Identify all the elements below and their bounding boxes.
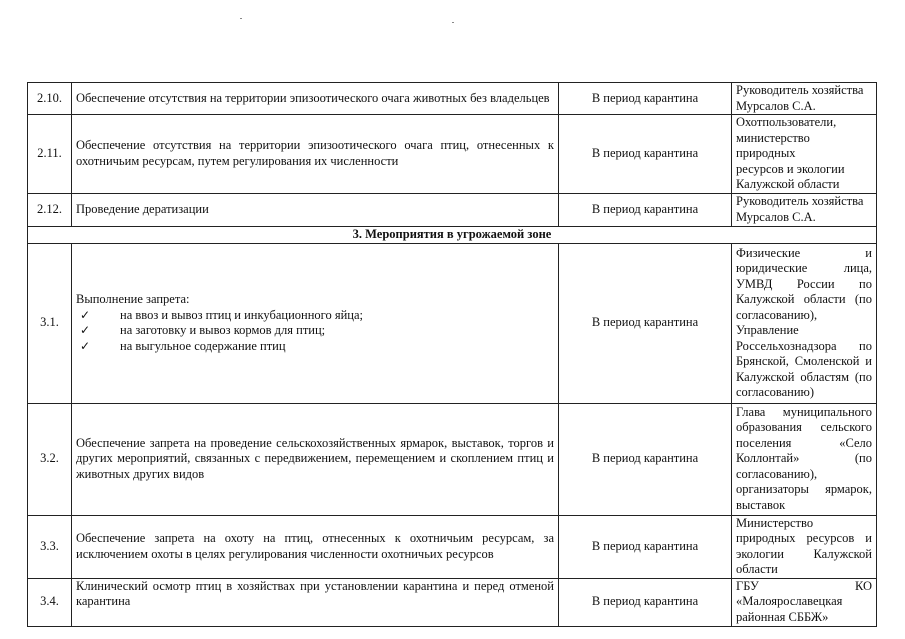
responsible-cell xyxy=(732,83,877,115)
list-item-text: на заготовку и вывоз кормов для птиц; xyxy=(120,323,326,337)
action-cell xyxy=(72,243,559,403)
action-intro: Выполнение запрета: xyxy=(76,292,190,306)
responsible-cell xyxy=(732,193,877,226)
list-item xyxy=(76,339,554,355)
responsible-line: Руководитель хозяйства xyxy=(736,194,864,208)
responsible-cell: Министерство природных ресурсов и экологии Калужской области xyxy=(732,515,877,578)
checkmark-icon: ✓ xyxy=(80,307,91,322)
responsible-line: ресурсов и экологии xyxy=(736,161,845,176)
term-cell: В период карантина xyxy=(559,115,732,194)
row-number: 2.10. xyxy=(28,83,72,115)
table-row xyxy=(28,243,877,403)
list-item xyxy=(76,323,554,339)
action-cell: Обеспечение отсутствия на территории эпизоотического очага животных без владельцев xyxy=(72,83,559,115)
responsible-cell: ГБУ КО «Малоярославецкая районная СББЖ» xyxy=(732,578,877,626)
section-header-row xyxy=(28,226,877,243)
term-cell: В период карантина xyxy=(559,83,732,115)
action-cell: Клинический осмотр птиц в хозяйствах при установлении карантина и перед отменой карантина xyxy=(72,578,559,626)
measures-table xyxy=(27,82,877,627)
row-number: 3.2. xyxy=(28,403,72,515)
term-cell: В период карантина xyxy=(559,515,732,578)
responsible-line: Мурсалов С.А. xyxy=(736,98,816,113)
responsible-line: Калужской области xyxy=(736,177,840,191)
responsible-line: Руководитель хозяйства xyxy=(736,83,864,97)
row-number: 2.11. xyxy=(28,115,72,194)
list-item-text: на выгульное содержание птиц xyxy=(120,338,286,353)
checkmark-icon: ✓ xyxy=(80,338,91,353)
responsible-cell xyxy=(732,115,877,194)
prohibition-list xyxy=(76,308,554,355)
scan-mark xyxy=(240,18,242,19)
term-cell: В период карантина xyxy=(559,243,732,403)
table-row xyxy=(28,115,877,194)
responsible-cell: Физические и юридические лица, УМВД России по Калужской области (по согласованию), Управление Россельхознадзора по Брянской, Смоленской и Калужской областям (по согласованию) xyxy=(732,243,877,403)
list-item-text: на ввоз и вывоз птиц и инкубационного яйца; xyxy=(120,307,363,322)
responsible-line: министерство природных xyxy=(736,130,810,160)
term-cell: В период карантина xyxy=(559,578,732,626)
table-row xyxy=(28,83,877,115)
responsible-line: Мурсалов С.А. xyxy=(736,209,816,224)
responsible-cell: Глава муниципального образования сельского поселения «Село Коллонтай» (по согласованию), организаторы ярмарок, выставок xyxy=(732,403,877,515)
checkmark-icon: ✓ xyxy=(80,323,91,337)
table-row xyxy=(28,515,877,578)
row-number: 3.1. xyxy=(28,243,72,403)
table-row xyxy=(28,193,877,226)
action-cell: Проведение дератизации xyxy=(72,193,559,226)
term-cell: В период карантина xyxy=(559,403,732,515)
scan-mark xyxy=(452,22,454,23)
row-number: 2.12. xyxy=(28,193,72,226)
list-item xyxy=(76,308,554,324)
action-cell: Обеспечение запрета на проведение сельскохозяйственных ярмарок, выставок, торгов и других мероприятий, связанных с передвижением, перемещением и скоплением птиц и животных других видов xyxy=(72,403,559,515)
table-row xyxy=(28,403,877,515)
action-cell: Обеспечение отсутствия на территории эпизоотического очага птиц, отнесенных к охотничьим ресурсам, путем регулирования их численности xyxy=(72,115,559,194)
row-number: 3.3. xyxy=(28,515,72,578)
section-title: 3. Мероприятия в угрожаемой зоне xyxy=(28,226,877,243)
row-number: 3.4. xyxy=(28,578,72,626)
term-cell: В период карантина xyxy=(559,193,732,226)
action-cell: Обеспечение запрета на охоту на птиц, отнесенных к охотничьим ресурсам, за исключением охоты в целях регулирования численности охотничьих ресурсов xyxy=(72,515,559,578)
table-row xyxy=(28,578,877,626)
responsible-line: Охотпользователи, xyxy=(736,115,837,129)
